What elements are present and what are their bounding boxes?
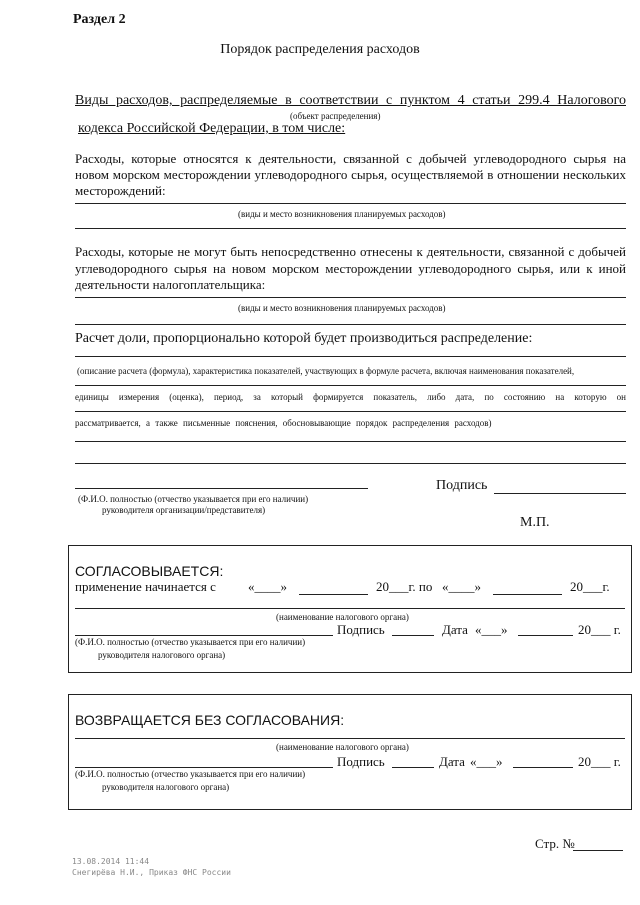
section-label: Раздел 2 bbox=[73, 12, 126, 27]
fill-line[interactable] bbox=[75, 356, 626, 357]
intro-hint: (объект распределения) bbox=[290, 111, 381, 121]
fill-line[interactable] bbox=[75, 441, 626, 442]
approval-org-hint: (наименование налогового органа) bbox=[276, 612, 409, 622]
block1-line-3: месторождений: bbox=[75, 183, 166, 198]
tax-authority-line[interactable] bbox=[75, 738, 625, 739]
tax-authority-line[interactable] bbox=[75, 608, 625, 609]
fill-line[interactable] bbox=[75, 463, 626, 464]
return-date-label: Дата bbox=[439, 754, 465, 769]
intro-line-1: Виды расходов, распределяемые в соответствии с пунктом 4 статьи 299.4 Налогового bbox=[75, 93, 626, 108]
approval-start-month[interactable] bbox=[299, 594, 368, 595]
block1-hint: (виды и место возникновения планируемых расходов) bbox=[238, 209, 446, 219]
block2-line-2: углеводородного сырья на новом морском месторождении углеводородного сырья, или к иной bbox=[75, 261, 626, 276]
approval-sign-label: Подпись bbox=[337, 622, 385, 637]
calc-hint-3: рассматривается, а также письменные пояснения, обосновывающие порядок распределения расходов) bbox=[75, 418, 492, 428]
block1-line-2: новом морском месторождении углеводородного сырья, осуществляемой в отношении нескольких bbox=[75, 167, 626, 182]
fill-line[interactable] bbox=[75, 411, 626, 412]
page-number-line[interactable] bbox=[573, 850, 623, 851]
return-date-month[interactable] bbox=[513, 767, 573, 768]
fill-line[interactable] bbox=[75, 203, 626, 204]
approval-start-day[interactable]: «____» bbox=[248, 579, 287, 594]
sign-fio-hint-1: (Ф.И.О. полностью (отчество указывается при его наличии) bbox=[78, 494, 309, 504]
print-stamp-1: 13.08.2014 11:44 bbox=[72, 857, 150, 866]
calc-hint-2: единицы измерения (оценка), период, за который формируется показатель, либо дата, по состоянию на которую он bbox=[75, 392, 626, 402]
signature-line[interactable] bbox=[392, 767, 434, 768]
approval-end-year: 20___г. bbox=[570, 579, 610, 594]
sign-label: Подпись bbox=[436, 478, 488, 493]
fio-line[interactable] bbox=[75, 635, 333, 636]
stamp-place: М.П. bbox=[520, 515, 550, 530]
approval-start-year: 20___г. по bbox=[376, 579, 433, 594]
return-org-hint: (наименование налогового органа) bbox=[276, 742, 409, 752]
approval-end-month[interactable] bbox=[493, 594, 562, 595]
print-stamp-2: Снегирёва Н.И., Приказ ФНС России bbox=[72, 868, 231, 877]
block2-hint: (виды и место возникновения планируемых расходов) bbox=[238, 303, 446, 313]
sign-fio-hint-2: руководителя организации/представителя) bbox=[102, 505, 266, 515]
fio-line[interactable] bbox=[75, 767, 333, 768]
calc-hint-1: (описание расчета (формула), характеристика показателей, участвующих в формуле расчета, включая наименования показателей, bbox=[77, 366, 575, 376]
signature-line[interactable] bbox=[392, 635, 434, 636]
approval-date-year: 20___ г. bbox=[578, 622, 621, 637]
signature-line[interactable] bbox=[494, 493, 626, 494]
return-fio-hint-1: (Ф.И.О. полностью (отчество указывается при его наличии) bbox=[75, 769, 306, 779]
approval-apply-label: применение начинается с bbox=[75, 579, 216, 594]
fill-line[interactable] bbox=[75, 297, 626, 298]
fill-line[interactable] bbox=[75, 228, 626, 229]
fill-line[interactable] bbox=[75, 385, 626, 386]
page-title: Порядок распределения расходов bbox=[220, 42, 420, 57]
return-title: ВОЗВРАЩАЕТСЯ БЕЗ СОГЛАСОВАНИЯ: bbox=[75, 712, 345, 728]
block2-line-1: Расходы, которые не могут быть непосредственно отнесены к деятельности, связанной с добычей bbox=[75, 244, 626, 259]
page-number-label: Стр. № bbox=[535, 836, 575, 851]
block2-line-3: деятельности налогоплательщика: bbox=[75, 277, 266, 292]
return-date-year: 20___ г. bbox=[578, 754, 621, 769]
return-sign-label: Подпись bbox=[337, 754, 385, 769]
approval-fio-hint-2: руководителя налогового органа) bbox=[98, 650, 226, 660]
return-fio-hint-2: руководителя налогового органа) bbox=[102, 782, 230, 792]
return-date-day[interactable]: «___» bbox=[470, 754, 503, 769]
intro-line-2: кодекса Российской Федерации, в том числе: bbox=[78, 121, 346, 136]
approval-date-day[interactable]: «___» bbox=[475, 622, 508, 637]
calc-title: Расчет доли, пропорционально которой будет производиться распределение: bbox=[75, 331, 533, 346]
approval-date-month[interactable] bbox=[518, 635, 573, 636]
approval-end-day[interactable]: «____» bbox=[442, 579, 481, 594]
fio-line[interactable] bbox=[75, 488, 368, 489]
approval-fio-hint-1: (Ф.И.О. полностью (отчество указывается при его наличии) bbox=[75, 637, 306, 647]
approval-title: СОГЛАСОВЫВАЕТСЯ: bbox=[75, 563, 224, 579]
fill-line[interactable] bbox=[75, 324, 626, 325]
approval-date-label: Дата bbox=[442, 622, 468, 637]
block1-line-1: Расходы, которые относятся к деятельности, связанной с добычей углеводородного сырья на bbox=[75, 151, 626, 166]
